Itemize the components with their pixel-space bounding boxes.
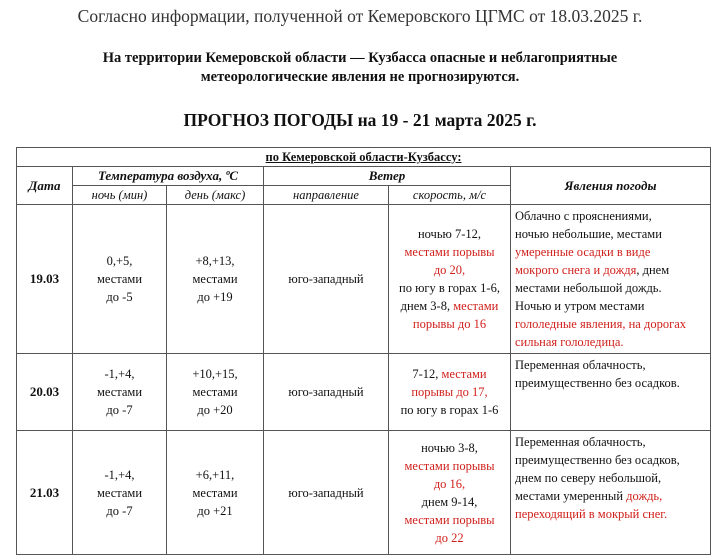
wind-speed-line [391, 243, 508, 261]
phenomena-line [515, 243, 706, 261]
text-segment: днем по северу небольшой, [515, 471, 662, 485]
highlighted-text: местами [441, 367, 487, 381]
text-segment: 7-12, [412, 367, 442, 381]
text-segment: по югу в горах 1-6 [400, 403, 499, 417]
phenomena-line [515, 433, 706, 451]
night-temp-line: до -5 [106, 290, 133, 304]
header-speed: скорость, м/с [389, 186, 511, 205]
day-temp-line: до +21 [197, 503, 233, 518]
highlighted-text: местами порывы [404, 512, 495, 527]
region-title: по Кемеровской области-Кузбассу: [17, 148, 711, 167]
night-temp-line: до -7 [106, 503, 133, 518]
day-temp-line: +10,+15, [192, 367, 238, 381]
forecast-row [17, 205, 711, 354]
wind-speed-line [391, 279, 508, 297]
phenomena-line [515, 315, 706, 333]
text-segment: днем 3-8, [400, 299, 454, 313]
highlighted-text: сильная гололедица. [515, 335, 624, 349]
day-temp-cell [167, 205, 264, 354]
wind-speed-line [391, 261, 508, 279]
header-date: Дата [17, 167, 73, 205]
phenomena-line [515, 505, 706, 523]
text-segment: по югу в горах 1-6, [399, 281, 500, 295]
warning-notice [0, 49, 720, 87]
highlighted-text: порывы до 17, [411, 385, 488, 399]
night-temp-line: -1,+4, [104, 367, 135, 381]
wind-direction-cell: юго-западный [264, 354, 389, 431]
wind-speed-line [391, 439, 508, 457]
forecast-row [17, 431, 711, 555]
highlighted-text: до 16, [433, 476, 466, 491]
text-segment: Переменная облачность, [515, 435, 646, 449]
phenomena-line [515, 469, 706, 487]
text-segment: ночью 7-12, [417, 227, 482, 241]
header-night: ночь (мин) [73, 186, 167, 205]
highlighted-text: переходящий в мокрый снег. [515, 507, 668, 521]
date-cell: 19.03 [17, 205, 73, 354]
highlighted-text: местами [453, 299, 499, 313]
text-segment: днем 9-14, [421, 494, 478, 509]
header-temperature: Температура воздуха, ºС [73, 167, 264, 186]
phenomena-cell [511, 205, 711, 354]
text-segment: преимущественно без осадков, [515, 453, 680, 467]
night-temp-cell [73, 354, 167, 431]
text-segment: Переменная облачность, [515, 358, 646, 372]
header-phenomena: Явления погоды [511, 167, 711, 205]
day-temp-line: +8,+13, [195, 254, 235, 268]
day-temp-line: местами [192, 385, 238, 399]
forecast-row [17, 354, 711, 431]
text-segment: местами небольшой дождь. [515, 281, 662, 295]
wind-speed-cell [389, 431, 511, 555]
phenomena-line [515, 261, 706, 279]
wind-speed-line [391, 511, 508, 529]
day-temp-line: до +19 [197, 290, 233, 304]
highlighted-text: мокрого снега и дождя [515, 263, 637, 277]
text-segment: местами умеренный [515, 489, 627, 503]
day-temp-line: до +20 [197, 403, 233, 417]
date-cell: 21.03 [17, 431, 73, 555]
header-day: день (макс) [167, 186, 264, 205]
wind-speed-line [391, 365, 508, 383]
wind-speed-line [391, 493, 508, 511]
day-temp-line: местами [192, 485, 238, 500]
wind-speed-line [391, 475, 508, 493]
day-temp-cell [167, 354, 264, 431]
highlighted-text: до 20, [433, 263, 466, 277]
phenomena-cell [511, 354, 711, 431]
text-segment: ночью 3-8, [421, 440, 478, 455]
highlighted-text: умеренные осадки в виде [515, 245, 651, 259]
night-temp-line: местами [96, 272, 143, 286]
night-temp-cell [73, 205, 167, 354]
forecast-heading: ПРОГНОЗ ПОГОДЫ на 19 - 21 марта 2025 г. [183, 110, 537, 130]
wind-direction-cell: юго-западный [264, 431, 389, 555]
wind-speed-cell [389, 205, 511, 354]
wind-speed-line [391, 529, 508, 547]
warning-line-1: На территории Кемеровской области — Кузбасса опасные и неблагоприятные [102, 50, 618, 66]
header-wind: Ветер [264, 167, 511, 186]
night-temp-line: -1,+4, [104, 467, 135, 482]
highlighted-text: гололедные явления, на дорогах [515, 317, 687, 331]
highlighted-text: местами порывы [404, 245, 495, 259]
text-segment: преимущественно без осадков. [515, 376, 680, 390]
day-temp-line: +6,+11, [195, 467, 235, 482]
wind-speed-line [391, 315, 508, 333]
text-segment: Облачно с прояснениями, [515, 209, 652, 223]
phenomena-line [515, 207, 706, 225]
phenomena-line [515, 374, 706, 392]
wind-direction-cell: юго-западный [264, 205, 389, 354]
text-segment: ночью небольшие, местами [515, 227, 662, 241]
highlighted-text: порывы до 16 [412, 317, 487, 331]
day-temp-cell [167, 431, 264, 555]
wind-speed-line [391, 225, 508, 243]
night-temp-line: местами [96, 385, 143, 399]
night-temp-line: 0,+5, [106, 254, 133, 268]
phenomena-line [515, 333, 706, 351]
night-temp-cell [73, 431, 167, 555]
highlighted-text: до 22 [435, 530, 464, 545]
source-line: Согласно информации, полученной от Кемеровского ЦГМС от 18.03.2025 г. [77, 6, 643, 26]
date-cell: 20.03 [17, 354, 73, 431]
wind-speed-line [391, 383, 508, 401]
phenomena-line [515, 451, 706, 469]
highlighted-text: дождь, [626, 489, 663, 503]
text-segment: , днем [636, 263, 670, 277]
phenomena-cell [511, 431, 711, 555]
text-segment: Ночью и утром местами [515, 299, 645, 313]
wind-speed-line [391, 297, 508, 315]
highlighted-text: местами порывы [404, 458, 495, 473]
warning-line-2: метеорологические явления не прогнозируются. [200, 69, 520, 85]
wind-speed-cell [389, 354, 511, 431]
phenomena-line [515, 487, 706, 505]
forecast-table [16, 147, 711, 555]
night-temp-line: до -7 [106, 403, 133, 417]
night-temp-line: местами [96, 485, 143, 500]
wind-speed-line [391, 457, 508, 475]
phenomena-line [515, 297, 706, 315]
phenomena-line [515, 356, 706, 374]
phenomena-line [515, 279, 706, 297]
phenomena-line [515, 225, 706, 243]
wind-speed-line [391, 401, 508, 419]
header-direction: направление [264, 186, 389, 205]
day-temp-line: местами [192, 272, 238, 286]
